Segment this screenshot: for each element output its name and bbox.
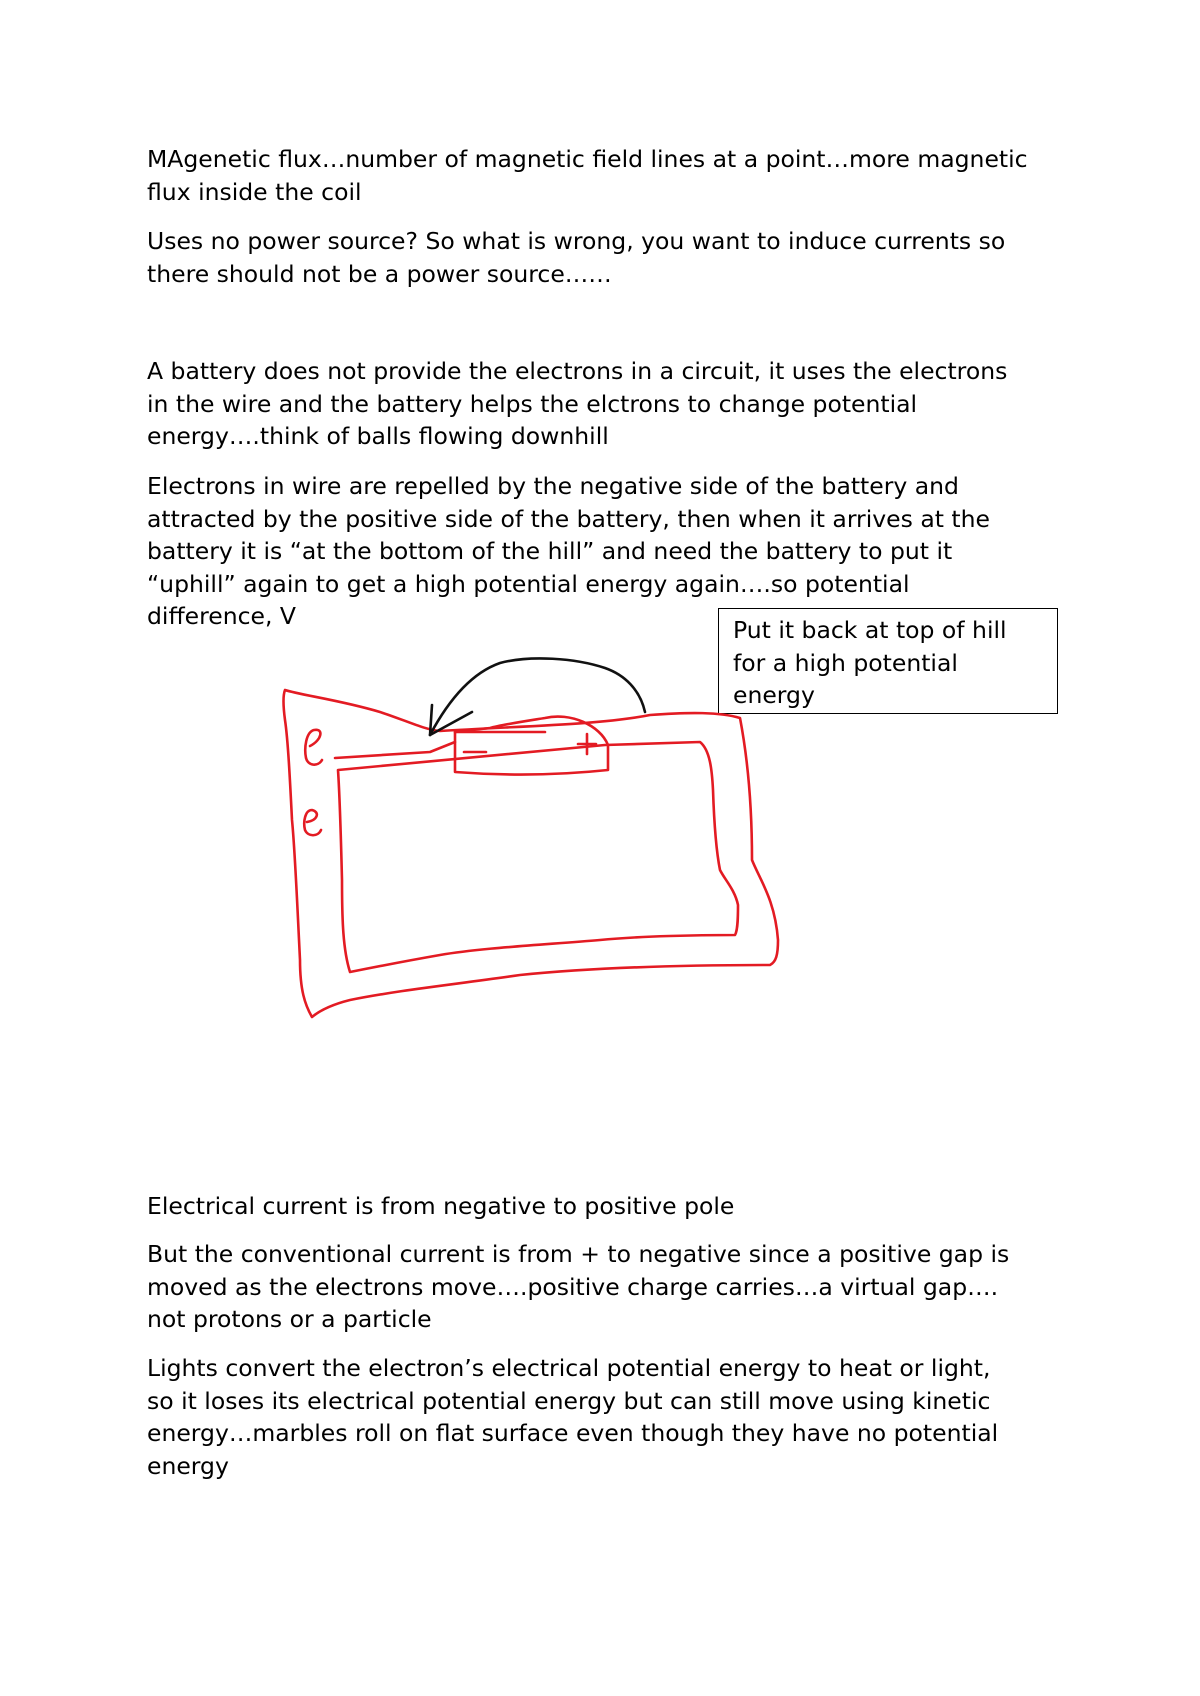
inner-wire-loop: [335, 742, 738, 972]
paragraph-conventional-current: But the conventional current is from + to negative since a positive gap is moved as the electrons move….positive charge carries…a virtual gap…. not protons or a particle: [147, 1240, 1010, 1333]
paragraph-magnetic-flux: MAgenetic flux…number of magnetic field lines at a point…more magnetic flux inside the coil: [147, 145, 1028, 206]
paragraph-power-source: Uses no power source? So what is wrong, you want to induce currents so there should not be a power source……: [147, 227, 1006, 288]
outer-wire-loop: [284, 690, 779, 1017]
electron-e-upper: [305, 730, 322, 765]
paragraph-electrical-current: Electrical current is from negative to positive pole: [147, 1192, 735, 1220]
uphill-arrow: [430, 658, 645, 735]
paragraph-repelled-attracted: Electrons in wire are repelled by the negative side of the battery and attracted by the positive side of the battery, then when it arrives at the battery it is “at the bottom of the hill” and need the battery to put it “uphill” again to get a high potential energy again….so potential difference, V: [147, 472, 990, 630]
callout-box: Put it back at top of hill for a high potential energy: [718, 608, 1058, 714]
paragraph-lights-convert: Lights convert the electron’s electrical potential energy to heat or light, so it loses its electrical potential energy but can still move using kinetic energy…marbles roll on flat surface even though they have no potential energy: [147, 1354, 999, 1480]
paragraph-battery-electrons: A battery does not provide the electrons in a circuit, it uses the electrons in the wire and the battery helps the elctrons to change potential energy….think of balls flowing downhill: [147, 357, 1008, 450]
electron-e-lower: [304, 810, 321, 835]
